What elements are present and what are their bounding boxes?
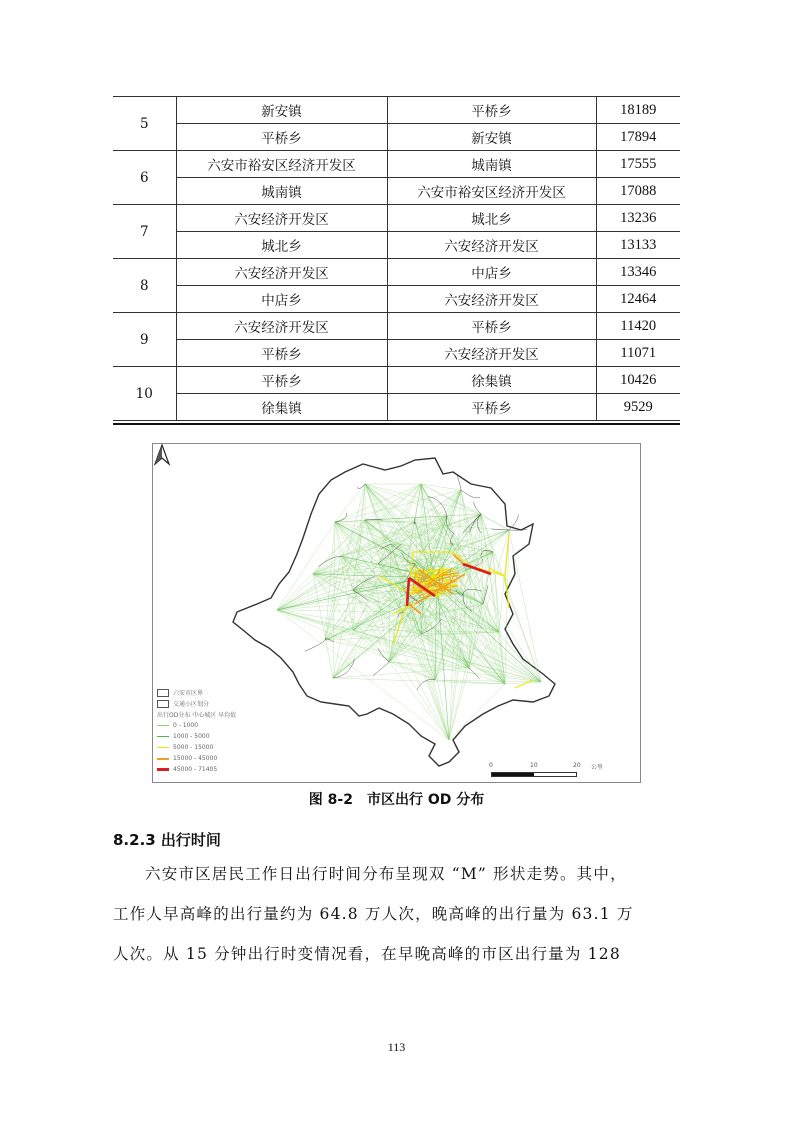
origin-cell: 六安经济开发区 [176,259,387,286]
legend-line-swatch [157,736,169,737]
scale-tick-10: 10 [530,762,538,769]
rank-cell: 9 [113,313,176,367]
destination-cell: 平桥乡 [387,97,596,124]
destination-cell: 平桥乡 [387,394,596,421]
volume-cell: 17555 [596,151,680,178]
legend-box-icon [157,700,169,708]
scale-tick-20: 20 [573,762,581,769]
table-row [113,97,680,124]
origin-cell: 六安经济开发区 [176,205,387,232]
volume-cell: 17088 [596,178,680,205]
destination-cell: 六安市裕安区经济开发区 [387,178,596,205]
destination-cell: 新安镇 [387,124,596,151]
destination-cell: 中店乡 [387,259,596,286]
legend-box-icon [157,689,169,697]
table-row [113,340,680,367]
legend-class [157,720,236,731]
origin-cell: 平桥乡 [176,124,387,151]
volume-cell: 18189 [596,97,680,124]
scale-tick-0: 0 [489,762,493,769]
legend-class [157,764,236,775]
legend-line-swatch [157,758,169,760]
legend-class-label: 45000 - 71405 [173,766,218,773]
volume-cell: 11420 [596,313,680,340]
scale-unit: 公里 [591,764,604,771]
legend-label: 六安市区界 [173,690,204,697]
rank-cell: 7 [113,205,176,259]
table-row [113,205,680,232]
table-row [113,151,680,178]
table-row [113,286,680,313]
scale-bar-graphic [491,772,577,777]
legend-label: 交通小区划分 [173,701,210,708]
legend-zone [157,698,236,709]
origin-cell: 城南镇 [176,178,387,205]
destination-cell: 六安经济开发区 [387,232,596,259]
section-heading: 8.2.3 出行时间 [113,831,221,849]
volume-cell: 10426 [596,367,680,394]
origin-cell: 新安镇 [176,97,387,124]
table-row [113,232,680,259]
legend-class-label: 0 - 1000 [173,722,199,729]
legend-class-label: 1000 - 5000 [173,733,210,740]
origin-cell: 徐集镇 [176,394,387,421]
legend-class [157,753,236,764]
rank-cell: 5 [113,97,176,151]
destination-cell: 城北乡 [387,205,596,232]
destination-cell: 徐集镇 [387,367,596,394]
destination-cell: 六安经济开发区 [387,340,596,367]
map-legend [157,687,236,775]
legend-class-label: 5000 - 15000 [173,744,214,751]
destination-cell: 平桥乡 [387,313,596,340]
origin-cell: 中店乡 [176,286,387,313]
origin-cell: 城北乡 [176,232,387,259]
legend-class [157,731,236,742]
volume-cell: 9529 [596,394,680,421]
table-bottom-rule [113,423,680,425]
legend-line-swatch [157,747,169,748]
volume-cell: 13346 [596,259,680,286]
volume-cell: 13236 [596,205,680,232]
legend-od-title [157,709,236,720]
volume-cell: 11071 [596,340,680,367]
legend-title: 出行OD分布 中心城区 早均值 [157,712,237,719]
table-row [113,313,680,340]
figure-caption: 图 8-2 市区出行 OD 分布 [308,792,485,808]
paragraph-line-1: 六安市区居民工作日出行时间分布呈现双 “M” 形状走势。其中， [145,865,627,883]
rank-cell: 6 [113,151,176,205]
od-map-figure [152,443,641,783]
page-number: 113 [387,1040,406,1054]
table-row [113,124,680,151]
table-row [113,367,680,394]
origin-cell: 平桥乡 [176,367,387,394]
volume-cell: 12464 [596,286,680,313]
origin-cell: 六安市裕安区经济开发区 [176,151,387,178]
legend-boundary [157,687,236,698]
scale-bar [491,762,636,782]
north-arrow-icon [153,444,171,466]
legend-class [157,742,236,753]
table-row [113,394,680,421]
paragraph-line-3: 人次。从 15 分钟出行时变情况看，在早晚高峰的市区出行量为 128 [113,945,621,963]
origin-cell: 六安经济开发区 [176,313,387,340]
destination-cell: 城南镇 [387,151,596,178]
legend-line-swatch [157,725,169,726]
legend-line-swatch [157,768,169,771]
volume-cell: 17894 [596,124,680,151]
od-ranking-table [113,96,680,421]
rank-cell: 8 [113,259,176,313]
origin-cell: 平桥乡 [176,340,387,367]
rank-cell: 10 [113,367,176,421]
table-row [113,259,680,286]
table-row [113,178,680,205]
legend-class-label: 15000 - 45000 [173,755,218,762]
destination-cell: 六安经济开发区 [387,286,596,313]
volume-cell: 13133 [596,232,680,259]
paragraph-line-2: 工作人早高峰的出行量约为 64.8 万人次，晚高峰的出行量为 63.1 万 [113,905,634,923]
